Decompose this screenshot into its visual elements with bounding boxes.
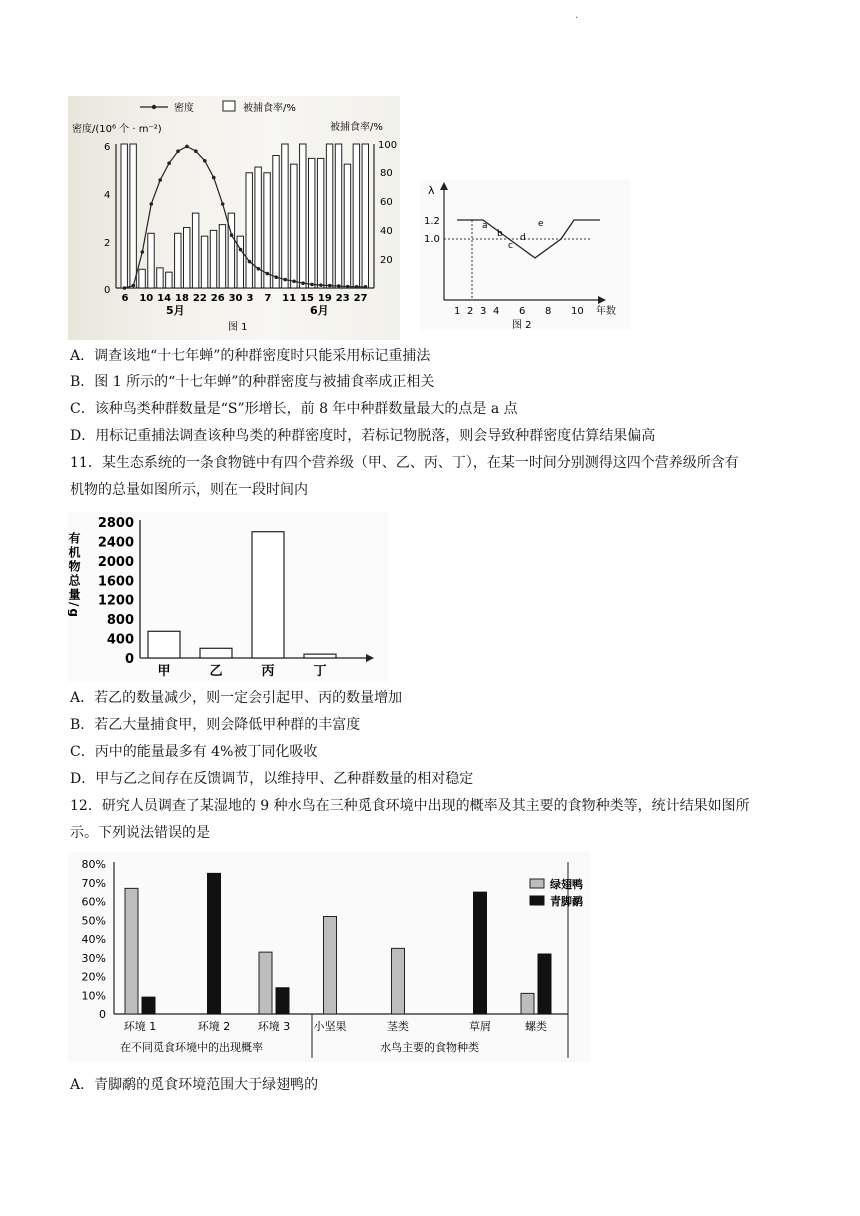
- density-point: [266, 272, 270, 276]
- legend-greenshank: 青脚鹬: [550, 895, 583, 908]
- figure-1-caption: 图 1: [228, 322, 248, 333]
- q12-y-tick: 30%: [81, 951, 106, 965]
- y-left-tick: 6: [104, 142, 111, 153]
- predation-rate-bar: [148, 233, 154, 288]
- legend-rate: 被捕食率/%: [243, 103, 296, 114]
- predation-rate-bar: [335, 144, 341, 288]
- predation-rate-bar: [246, 173, 252, 288]
- density-point: [346, 285, 350, 289]
- q12-stem-line-1: 12．研究人员调查了某湿地的 9 种水鸟在三种觅食环境中出现的概率及其主要的食物种类等，统计结果如图所: [70, 798, 750, 814]
- figure-2-point-c: c: [508, 241, 513, 251]
- q11-bar: [200, 648, 232, 658]
- x-tick-label: 15: [300, 293, 314, 304]
- q11-x-label: 甲: [157, 664, 171, 679]
- bar-greenshank: [538, 954, 551, 1014]
- bar-greenshank: [474, 892, 487, 1014]
- predation-rate-bar: [210, 230, 216, 288]
- q12-figure: [68, 852, 590, 1062]
- predation-rate-bar: [344, 164, 350, 288]
- density-point: [141, 250, 145, 254]
- month-june: 6月: [310, 304, 329, 317]
- density-point: [364, 285, 368, 289]
- figure-1-chart: [68, 96, 400, 340]
- predation-rate-bar: [362, 144, 368, 288]
- q10-option-a: A．调查该地“十七年蝉”的种群密度时只能采用标记重捕法: [70, 348, 431, 364]
- q12-x-label: 草屑: [469, 1020, 491, 1033]
- predation-rate-bar: [317, 158, 323, 288]
- legend-density: 密度: [174, 103, 194, 114]
- figure-2-x-tick: 3: [480, 306, 487, 317]
- q12-x-label: 环境 1: [123, 1020, 157, 1033]
- q11-y-tick: 2000: [97, 554, 134, 570]
- bar-green-winged-teal: [125, 888, 138, 1014]
- q11-bar: [148, 631, 180, 658]
- x-tick-label: 30: [228, 293, 243, 304]
- bar-green-winged-teal: [521, 993, 534, 1014]
- density-point: [212, 176, 216, 180]
- figure-2-x-tick: 8: [545, 306, 552, 317]
- predation-rate-bar: [326, 144, 332, 288]
- x-tick-label: 27: [353, 293, 368, 304]
- figure-2: [420, 180, 630, 330]
- q11-x-label: 丁: [313, 664, 327, 679]
- y-left-tick: 2: [104, 238, 111, 249]
- q11-y-tick: 800: [106, 613, 134, 629]
- x-tick-label: 7: [264, 293, 272, 304]
- figure-2-x-tick: 10: [571, 306, 584, 317]
- figure-2-x-label: 年数: [596, 306, 616, 317]
- x-tick-label: 14: [157, 293, 172, 304]
- bar-green-winged-teal: [259, 952, 272, 1014]
- density-point: [337, 284, 341, 288]
- q12-y-tick: 60%: [81, 895, 106, 909]
- figure-2-chart: [420, 180, 630, 330]
- x-tick-label: 6: [121, 293, 129, 304]
- y-left-tick: 4: [104, 190, 111, 201]
- density-point: [158, 178, 162, 182]
- y-right-tick: 20: [380, 255, 393, 266]
- q12-stem-line-2: 示。下列说法错误的是: [70, 825, 210, 841]
- figure-2-point-e: e: [538, 219, 544, 229]
- figure-2-y-tick: 1.2: [424, 216, 440, 227]
- predation-rate-bar: [184, 228, 190, 288]
- q12-x-label: 茎类: [387, 1020, 409, 1033]
- x-tick-label: 18: [175, 293, 189, 304]
- page-dot: .: [575, 10, 579, 21]
- q11-y-label: 有机物总量/g: [68, 532, 81, 619]
- figure-2-point-a: a: [482, 221, 488, 231]
- predation-rate-bar: [130, 144, 136, 288]
- y-right-tick: 40: [380, 226, 393, 237]
- figure-2-y-tick: 1.0: [424, 234, 440, 245]
- bar-greenshank: [208, 873, 221, 1014]
- q11-y-tick: 2400: [97, 535, 134, 551]
- density-point: [319, 283, 323, 287]
- figure-1: [68, 96, 400, 340]
- predation-rate-bar: [121, 144, 127, 288]
- y-left-tick: 0: [104, 285, 111, 296]
- density-point: [149, 202, 153, 206]
- q11-option-b: B．若乙大量捕食甲，则会降低甲种群的丰富度: [70, 717, 361, 733]
- predation-rate-bar: [166, 272, 172, 288]
- predation-rate-bar: [175, 233, 181, 288]
- figure-2-point-b: b: [497, 229, 503, 239]
- q12-y-tick: 40%: [81, 933, 106, 946]
- q12-chart: [68, 852, 590, 1062]
- x-tick-label: 3: [246, 293, 254, 304]
- figure-2-caption: 图 2: [512, 320, 532, 330]
- q11-y-tick: 0: [124, 652, 134, 667]
- predation-rate-bar: [237, 236, 243, 288]
- figure-2-y-label: λ: [428, 184, 435, 197]
- figure-2-x-tick: 1: [454, 306, 461, 317]
- q11-stem-line-1: 11．某生态系统的一条食物链中有四个营养级（甲、乙、丙、丁），在某一时间分别测得这四个营养级所含有: [70, 455, 739, 471]
- figure-2-x-tick: 6: [519, 306, 526, 317]
- x-tick-label: 23: [335, 293, 350, 304]
- bar-green-winged-teal: [392, 948, 405, 1014]
- density-point: [203, 159, 207, 163]
- month-may: 5月: [166, 304, 185, 317]
- q12-y-tick: 0: [99, 1008, 106, 1021]
- x-tick-label: 26: [210, 293, 225, 304]
- q12-y-tick: 70%: [81, 876, 106, 890]
- y-right-label: 被捕食率/%: [330, 122, 383, 133]
- density-point: [274, 275, 278, 279]
- predation-rate-bar: [139, 269, 145, 288]
- density-point: [176, 149, 180, 153]
- density-point: [301, 281, 305, 285]
- q11-option-d: D．甲与乙之间存在反馈调节，以维持甲、乙种群数量的相对稳定: [70, 771, 474, 787]
- q12-x-label: 螺类: [525, 1020, 547, 1033]
- density-point: [257, 267, 261, 271]
- q10-option-b: B．图 1 所示的“十七年蝉”的种群密度与被捕食率成正相关: [70, 374, 435, 390]
- y-left-label: 密度/(10⁶ 个 · m⁻²): [72, 124, 162, 135]
- q11-x-label: 乙: [209, 664, 223, 679]
- q12-x-label: 小坚果: [313, 1020, 347, 1033]
- x-tick-label: 10: [139, 293, 154, 304]
- q12-x-label: 环境 2: [197, 1020, 231, 1033]
- density-point: [248, 260, 252, 264]
- bar-greenshank: [276, 988, 289, 1014]
- q11-stem-line-2: 机物的总量如图所示，则在一段时间内: [70, 482, 308, 498]
- q11-y-tick: 400: [106, 632, 134, 648]
- figure-2-point-d: d: [520, 233, 526, 243]
- q11-x-label: 丙: [261, 664, 275, 679]
- density-point: [194, 149, 198, 153]
- y-right-tick: 100: [378, 140, 398, 151]
- q12-group-label-left: 在不同觅食环境中的出现概率: [120, 1041, 263, 1054]
- x-tick-label: 11: [282, 293, 297, 304]
- q10-option-c: C．该种鸟类种群数量是“S”形增长，前 8 年中种群数量最大的点是 a 点: [70, 401, 518, 417]
- predation-rate-bar: [282, 144, 288, 288]
- density-point: [167, 161, 171, 165]
- predation-rate-bar: [219, 225, 225, 288]
- density-point: [355, 285, 359, 289]
- x-tick-label: 19: [317, 293, 332, 304]
- density-point: [230, 233, 234, 237]
- predation-rate-bar: [157, 268, 163, 288]
- q12-y-tick: 80%: [81, 858, 106, 871]
- density-point: [310, 283, 314, 287]
- density-point: [283, 278, 287, 282]
- predation-rate-bar: [291, 164, 297, 288]
- x-tick-label: 22: [192, 293, 207, 304]
- q12-y-tick: 50%: [81, 914, 106, 928]
- density-point: [185, 145, 189, 149]
- q12-y-tick: 20%: [81, 970, 106, 984]
- y-right-tick: 60: [380, 197, 393, 208]
- density-point: [292, 279, 296, 283]
- predation-rate-bar: [300, 144, 306, 288]
- density-point: [221, 202, 225, 206]
- q11-option-a: A．若乙的数量减少，则一定会引起甲、丙的数量增加: [70, 690, 403, 706]
- q11-bar: [304, 654, 336, 658]
- predation-rate-bar: [201, 236, 207, 288]
- predation-rate-bar: [264, 173, 270, 288]
- bar-green-winged-teal: [324, 917, 337, 1015]
- q11-bar: [252, 532, 284, 658]
- q11-option-c: C．丙中的能量最多有 4%被丁同化吸收: [70, 744, 318, 760]
- q11-y-tick: 2800: [97, 516, 134, 531]
- density-point: [239, 248, 243, 252]
- predation-rate-bar: [309, 158, 315, 288]
- density-point: [132, 284, 136, 288]
- predation-rate-bar: [192, 213, 198, 288]
- q12-x-label: 环境 3: [257, 1020, 291, 1033]
- predation-rate-bar: [273, 156, 279, 288]
- figure-2-x-tick: 2: [467, 306, 474, 317]
- q11-y-tick: 1200: [97, 593, 134, 609]
- density-point: [328, 284, 332, 288]
- figure-2-x-tick: 4: [493, 306, 500, 317]
- predation-rate-bar: [353, 144, 359, 288]
- q10-option-d: D．用标记重捕法调查该种鸟类的种群密度时，若标记物脱落，则会导致种群密度估算结果偏高: [70, 428, 656, 444]
- q11-y-tick: 1600: [97, 574, 134, 590]
- q12-y-tick: 10%: [81, 989, 106, 1003]
- y-right-tick: 80: [380, 168, 393, 179]
- q11-chart: [68, 512, 388, 682]
- bar-greenshank: [142, 997, 155, 1014]
- q11-figure: [68, 512, 388, 682]
- q12-option-a: A．青脚鹬的觅食环境范围大于绿翅鸭的: [70, 1077, 319, 1093]
- density-point: [123, 286, 127, 290]
- q12-group-label-right: 水鸟主要的食物种类: [380, 1041, 479, 1054]
- legend-green-winged-teal: 绿翅鸭: [550, 878, 583, 891]
